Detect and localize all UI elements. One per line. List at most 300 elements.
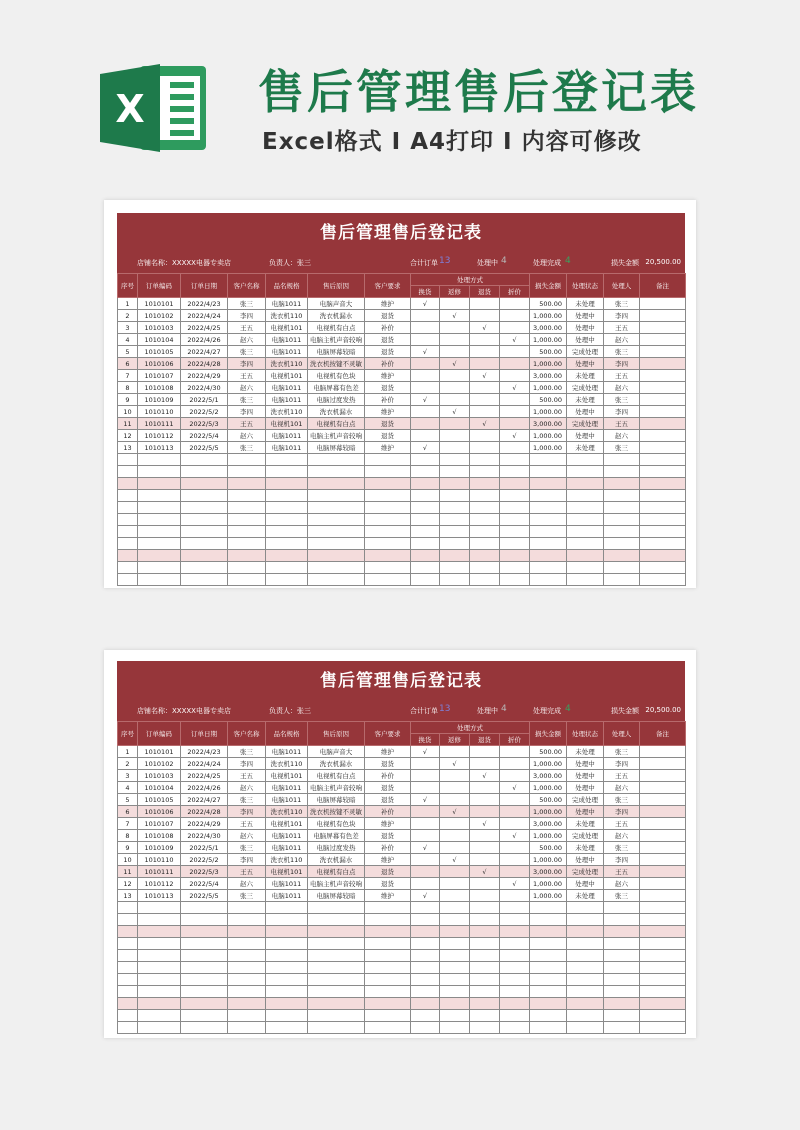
cell-m4 — [500, 454, 530, 466]
cell-seq: 7 — [118, 818, 138, 830]
cell-m2 — [440, 962, 470, 974]
cell-seq — [118, 902, 138, 914]
cell-note — [640, 950, 686, 962]
cell-status — [567, 514, 604, 526]
cell-seq — [118, 466, 138, 478]
cell-customer: 王五 — [228, 370, 266, 382]
cell-reason — [308, 986, 365, 998]
cell-m2 — [440, 998, 470, 1010]
cell-date: 2022/4/24 — [181, 758, 228, 770]
col-exchange: 换货 — [411, 286, 440, 298]
cell-seq: 8 — [118, 382, 138, 394]
cell-m2 — [440, 902, 470, 914]
cell-handler: 王五 — [604, 818, 640, 830]
cell-seq: 5 — [118, 794, 138, 806]
cell-request — [365, 902, 411, 914]
total-orders-label: 合计订单 — [410, 259, 438, 267]
cell-customer — [228, 562, 266, 574]
cell-reason: 电脑屏幕较暗 — [308, 346, 365, 358]
cell-status: 处理中 — [567, 322, 604, 334]
cell-note — [640, 514, 686, 526]
cell-seq: 1 — [118, 298, 138, 310]
cell-date: 2022/4/30 — [181, 382, 228, 394]
cell-handler: 李四 — [604, 758, 640, 770]
cell-handler: 李四 — [604, 854, 640, 866]
cell-m3 — [470, 394, 500, 406]
table-row — [118, 854, 686, 866]
cell-loss: 1,000.00 — [530, 382, 567, 394]
cell-note — [640, 370, 686, 382]
empty-row — [118, 1010, 686, 1022]
table-row — [118, 406, 686, 418]
cell-m3 — [470, 938, 500, 950]
cell-date — [181, 962, 228, 974]
cell-reason — [308, 1010, 365, 1022]
cell-spec: 电脑1011 — [266, 890, 308, 902]
cell-note — [640, 842, 686, 854]
cell-m2: √ — [440, 358, 470, 370]
cell-m4 — [500, 394, 530, 406]
cell-customer — [228, 466, 266, 478]
cell-date — [181, 478, 228, 490]
table-row — [118, 418, 686, 430]
empty-row — [118, 986, 686, 998]
cell-m1 — [411, 466, 440, 478]
col-reason: 售后原因 — [308, 274, 365, 298]
cell-m2 — [440, 1010, 470, 1022]
cell-order-no: 1010109 — [138, 842, 181, 854]
cell-m3 — [470, 758, 500, 770]
cell-note — [640, 962, 686, 974]
cell-status — [567, 998, 604, 1010]
cell-m4 — [500, 298, 530, 310]
cell-loss — [530, 526, 567, 538]
cell-order-no: 1010111 — [138, 418, 181, 430]
empty-row — [118, 974, 686, 986]
cell-loss — [530, 574, 567, 586]
cell-reason: 电脑主机声音较响 — [308, 878, 365, 890]
cell-status — [567, 574, 604, 586]
cell-loss: 3,000.00 — [530, 322, 567, 334]
table-row — [118, 758, 686, 770]
cell-m3 — [470, 962, 500, 974]
cell-spec — [266, 914, 308, 926]
cell-request: 维护 — [365, 298, 411, 310]
col-resend: 返修 — [440, 734, 470, 746]
cell-m2 — [440, 322, 470, 334]
cell-customer — [228, 538, 266, 550]
cell-seq — [118, 914, 138, 926]
cell-loss: 1,000.00 — [530, 758, 567, 770]
cell-status: 处理中 — [567, 806, 604, 818]
cell-customer: 赵六 — [228, 782, 266, 794]
cell-note — [640, 854, 686, 866]
table-row — [118, 866, 686, 878]
store-label: 店铺名称：XXXXX电器专卖店 — [137, 707, 231, 715]
cell-reason — [308, 502, 365, 514]
cell-note — [640, 430, 686, 442]
cell-request — [365, 538, 411, 550]
cell-m2 — [440, 454, 470, 466]
cell-seq — [118, 1022, 138, 1034]
cell-order-no — [138, 514, 181, 526]
cell-order-no — [138, 478, 181, 490]
cell-handler: 王五 — [604, 418, 640, 430]
cell-status: 未处理 — [567, 746, 604, 758]
cell-date: 2022/4/26 — [181, 334, 228, 346]
cell-date — [181, 1022, 228, 1034]
cell-customer — [228, 974, 266, 986]
cell-m3 — [470, 974, 500, 986]
cell-date — [181, 950, 228, 962]
empty-row — [118, 574, 686, 586]
cell-date — [181, 1010, 228, 1022]
cell-seq: 6 — [118, 358, 138, 370]
cell-spec: 电视机101 — [266, 818, 308, 830]
cell-reason — [308, 998, 365, 1010]
cell-handler — [604, 574, 640, 586]
cell-m3 — [470, 998, 500, 1010]
cell-m4 — [500, 478, 530, 490]
cell-status — [567, 938, 604, 950]
cell-reason: 洗衣机按键不灵敏 — [308, 806, 365, 818]
cell-note — [640, 830, 686, 842]
cell-status: 未处理 — [567, 842, 604, 854]
col-request: 客户要求 — [365, 722, 411, 746]
cell-order-no — [138, 574, 181, 586]
cell-loss: 1,000.00 — [530, 442, 567, 454]
cell-date — [181, 550, 228, 562]
cell-handler: 王五 — [604, 770, 640, 782]
cell-m3 — [470, 538, 500, 550]
cell-spec: 电脑1011 — [266, 442, 308, 454]
cell-spec — [266, 526, 308, 538]
cell-request — [365, 986, 411, 998]
col-seq: 序号 — [118, 722, 138, 746]
cell-spec: 电脑1011 — [266, 430, 308, 442]
cell-request — [365, 938, 411, 950]
cell-request — [365, 526, 411, 538]
cell-m4 — [500, 526, 530, 538]
cell-loss — [530, 562, 567, 574]
empty-row — [118, 902, 686, 914]
cell-note — [640, 538, 686, 550]
cell-m1: √ — [411, 394, 440, 406]
cell-m3 — [470, 746, 500, 758]
cell-date: 2022/4/24 — [181, 310, 228, 322]
cell-request: 退货 — [365, 794, 411, 806]
cell-m1 — [411, 926, 440, 938]
cell-loss: 3,000.00 — [530, 818, 567, 830]
cell-loss — [530, 914, 567, 926]
cell-order-no: 1010111 — [138, 866, 181, 878]
cell-order-no — [138, 454, 181, 466]
cell-customer — [228, 1022, 266, 1034]
cell-request: 补价 — [365, 394, 411, 406]
cell-reason: 洗衣机按键不灵敏 — [308, 358, 365, 370]
cell-date: 2022/4/28 — [181, 358, 228, 370]
cell-spec — [266, 574, 308, 586]
cell-customer: 张三 — [228, 298, 266, 310]
sheet-1 — [117, 213, 685, 586]
cell-spec — [266, 478, 308, 490]
empty-row — [118, 562, 686, 574]
cell-handler — [604, 974, 640, 986]
table-row — [118, 818, 686, 830]
cell-spec: 电视机101 — [266, 418, 308, 430]
loss-label: 损失金额 — [611, 707, 639, 715]
cell-seq — [118, 478, 138, 490]
cell-m1 — [411, 998, 440, 1010]
cell-spec — [266, 1022, 308, 1034]
cell-request: 维护 — [365, 370, 411, 382]
table-row — [118, 842, 686, 854]
cell-handler — [604, 986, 640, 998]
cell-date: 2022/4/23 — [181, 746, 228, 758]
cell-spec: 洗衣机110 — [266, 406, 308, 418]
cell-status — [567, 950, 604, 962]
cell-m3 — [470, 478, 500, 490]
cell-order-no: 1010112 — [138, 430, 181, 442]
cell-request: 补价 — [365, 770, 411, 782]
cell-m4 — [500, 442, 530, 454]
cell-m3 — [470, 550, 500, 562]
cell-reason — [308, 926, 365, 938]
cell-request: 维护 — [365, 854, 411, 866]
cell-status — [567, 962, 604, 974]
cell-loss: 1,000.00 — [530, 806, 567, 818]
cell-m2 — [440, 974, 470, 986]
cell-m4 — [500, 770, 530, 782]
empty-row — [118, 914, 686, 926]
cell-reason — [308, 574, 365, 586]
cell-reason: 电脑主机声音较响 — [308, 782, 365, 794]
col-handler: 处理人 — [604, 722, 640, 746]
cell-loss — [530, 478, 567, 490]
cell-m2 — [440, 830, 470, 842]
cell-loss: 1,000.00 — [530, 358, 567, 370]
cell-date: 2022/5/1 — [181, 842, 228, 854]
cell-m1 — [411, 914, 440, 926]
cell-note — [640, 358, 686, 370]
cell-m2 — [440, 298, 470, 310]
table-row — [118, 442, 686, 454]
cell-handler — [604, 950, 640, 962]
cell-note — [640, 334, 686, 346]
empty-row — [118, 950, 686, 962]
cell-note — [640, 902, 686, 914]
cell-customer — [228, 986, 266, 998]
cell-customer: 张三 — [228, 842, 266, 854]
cell-date: 2022/4/28 — [181, 806, 228, 818]
cell-spec: 电脑1011 — [266, 830, 308, 842]
cell-handler — [604, 902, 640, 914]
cell-status: 未处理 — [567, 818, 604, 830]
cell-m1 — [411, 1010, 440, 1022]
cell-customer: 王五 — [228, 770, 266, 782]
cell-order-no: 1010106 — [138, 358, 181, 370]
empty-row — [118, 938, 686, 950]
sheet-info-bar — [117, 699, 685, 721]
cell-handler: 张三 — [604, 842, 640, 854]
cell-m3 — [470, 878, 500, 890]
cell-customer — [228, 574, 266, 586]
cell-spec — [266, 950, 308, 962]
cell-m3 — [470, 442, 500, 454]
cell-status — [567, 1010, 604, 1022]
cell-reason — [308, 526, 365, 538]
cell-seq: 4 — [118, 782, 138, 794]
cell-date — [181, 466, 228, 478]
col-status: 处理状态 — [567, 274, 604, 298]
table-row — [118, 310, 686, 322]
col-note: 备注 — [640, 274, 686, 298]
cell-handler: 赵六 — [604, 334, 640, 346]
cell-seq — [118, 974, 138, 986]
cell-customer: 李四 — [228, 854, 266, 866]
col-note: 备注 — [640, 722, 686, 746]
processing-label: 处理中 — [477, 707, 498, 715]
empty-row — [118, 998, 686, 1010]
cell-reason — [308, 514, 365, 526]
cell-note — [640, 418, 686, 430]
cell-order-no — [138, 998, 181, 1010]
cell-order-no: 1010101 — [138, 746, 181, 758]
cell-m2 — [440, 1022, 470, 1034]
cell-status — [567, 562, 604, 574]
cell-order-no: 1010105 — [138, 346, 181, 358]
page-subtitle: Excel格式 I A4打印 I 内容可修改 — [262, 129, 642, 155]
cell-m3 — [470, 830, 500, 842]
cell-loss: 1,000.00 — [530, 430, 567, 442]
page-title: 售后管理售后登记表 — [258, 65, 699, 119]
cell-m1: √ — [411, 346, 440, 358]
cell-order-no: 1010104 — [138, 782, 181, 794]
cell-request: 退货 — [365, 334, 411, 346]
cell-request: 退货 — [365, 878, 411, 890]
cell-customer: 王五 — [228, 322, 266, 334]
cell-m1: √ — [411, 794, 440, 806]
cell-loss: 500.00 — [530, 842, 567, 854]
cell-request: 退货 — [365, 310, 411, 322]
cell-m1 — [411, 878, 440, 890]
cell-date: 2022/4/27 — [181, 794, 228, 806]
cell-m2: √ — [440, 854, 470, 866]
empty-row — [118, 550, 686, 562]
cell-date: 2022/5/5 — [181, 890, 228, 902]
cell-loss: 500.00 — [530, 346, 567, 358]
cell-seq: 2 — [118, 758, 138, 770]
cell-handler — [604, 998, 640, 1010]
cell-m4 — [500, 890, 530, 902]
cell-m4 — [500, 574, 530, 586]
cell-m1 — [411, 974, 440, 986]
cell-status — [567, 926, 604, 938]
col-order-date: 订单日期 — [181, 274, 228, 298]
manager-label: 负责人：张三 — [269, 259, 311, 267]
cell-m3 — [470, 358, 500, 370]
cell-note — [640, 490, 686, 502]
sheet-title: 售后管理售后登记表 — [320, 223, 482, 243]
cell-m4 — [500, 758, 530, 770]
cell-m3 — [470, 890, 500, 902]
cell-m3 — [470, 490, 500, 502]
cell-m3: √ — [470, 770, 500, 782]
cell-request: 补价 — [365, 806, 411, 818]
cell-request: 退货 — [365, 866, 411, 878]
cell-reason: 洗衣机漏水 — [308, 854, 365, 866]
cell-note — [640, 382, 686, 394]
cell-request — [365, 914, 411, 926]
cell-handler — [604, 478, 640, 490]
cell-request: 退货 — [365, 430, 411, 442]
cell-m3 — [470, 382, 500, 394]
table-row — [118, 806, 686, 818]
cell-reason — [308, 466, 365, 478]
cell-order-no — [138, 914, 181, 926]
cell-date: 2022/5/4 — [181, 878, 228, 890]
cell-date: 2022/4/30 — [181, 830, 228, 842]
cell-request — [365, 550, 411, 562]
cell-date — [181, 502, 228, 514]
cell-handler — [604, 454, 640, 466]
cell-reason: 电脑主机声音较响 — [308, 430, 365, 442]
cell-m2 — [440, 550, 470, 562]
cell-spec: 电视机101 — [266, 370, 308, 382]
cell-m2: √ — [440, 406, 470, 418]
cell-m1 — [411, 334, 440, 346]
cell-m4 — [500, 418, 530, 430]
cell-order-no: 1010113 — [138, 890, 181, 902]
cell-m1 — [411, 358, 440, 370]
cell-date — [181, 490, 228, 502]
cell-note — [640, 502, 686, 514]
cell-status — [567, 454, 604, 466]
cell-order-no — [138, 902, 181, 914]
cell-handler — [604, 962, 640, 974]
cell-status: 处理中 — [567, 758, 604, 770]
cell-m3 — [470, 914, 500, 926]
cell-customer — [228, 550, 266, 562]
cell-spec: 洗衣机110 — [266, 806, 308, 818]
cell-loss — [530, 502, 567, 514]
table-row — [118, 746, 686, 758]
cell-note — [640, 782, 686, 794]
cell-handler: 李四 — [604, 310, 640, 322]
cell-seq: 11 — [118, 418, 138, 430]
empty-row — [118, 926, 686, 938]
cell-customer: 张三 — [228, 794, 266, 806]
cell-date — [181, 514, 228, 526]
table-row — [118, 794, 686, 806]
cell-note — [640, 986, 686, 998]
cell-status: 未处理 — [567, 442, 604, 454]
cell-status: 处理中 — [567, 430, 604, 442]
cell-m2 — [440, 890, 470, 902]
cell-spec: 电脑1011 — [266, 382, 308, 394]
cell-m1 — [411, 574, 440, 586]
cell-note — [640, 878, 686, 890]
cell-note — [640, 818, 686, 830]
empty-row — [118, 962, 686, 974]
table-row — [118, 430, 686, 442]
cell-date — [181, 914, 228, 926]
cell-m4 — [500, 806, 530, 818]
cell-loss: 1,000.00 — [530, 406, 567, 418]
cell-m1: √ — [411, 842, 440, 854]
cell-date: 2022/4/23 — [181, 298, 228, 310]
cell-m1: √ — [411, 442, 440, 454]
